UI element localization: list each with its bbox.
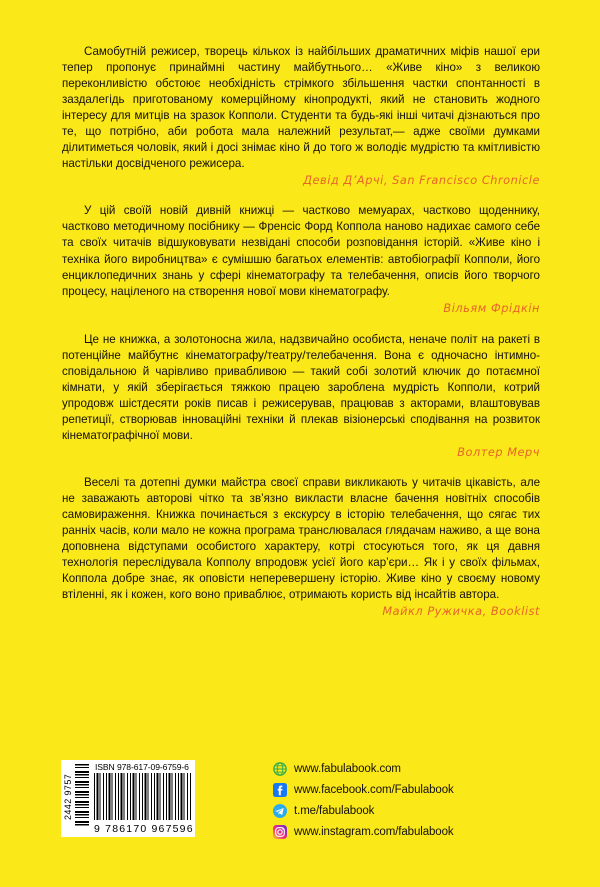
reviews-section — [62, 44, 540, 633]
barcode — [61, 760, 195, 837]
social-link-facebook[interactable] — [273, 780, 573, 799]
barcode-digits: 9 786170 967596 — [94, 823, 194, 835]
barcode-main — [91, 760, 195, 837]
review-text: У цій своїй новій дивній книжці — частково мемуарах, частково щоденнику, частково методичному посібнику — Френсіс Форд Коппола наново надихає самого себе та своїх читачів відшуковувати незвідані способи розповідання історій. «Живе кіно і техніка його виробництва» є сумішшю багатьох елементів: автобіографії Копполи, його енциклопедичних знань у сфері кінематографу та телебачення, описів його творчого процесу, націленого на створення нової мови кінематографу. — [62, 204, 540, 298]
barcode-addon-digits: 2442 9757 — [63, 773, 73, 821]
review-source: Девід Д’Арчі, San Francisco Chronicle — [303, 174, 540, 188]
social-label: www.facebook.com/Fabulabook — [294, 783, 454, 796]
social-label: t.me/fabulabook — [294, 804, 375, 817]
social-links — [273, 759, 573, 843]
barcode-addon-bars — [75, 764, 89, 826]
review-block — [62, 44, 540, 189]
review-text: Веселі та дотепні думки майстра своєї справи викликають у читачів цікавість, але не заважають авторові чітко та зв’язно викласти власне бачення новітніх способів самовираження. Книжка починається з екскурсу в історію телебачення, що сягає тих ранніх часів, коли мало не кожна програма транслювалася глядачам наживо, а ще вона доповнена відступами особистого характеру, котрі стосуються того, як ця давня технологія переслідувала Копполу впродовж усієї його кар’єри… Як і у своїх фільмах, Коппола добре знає, як оповісти неперевершену історію. Живе кіно у своєму новому втіленні, як і кожен, кого воно приваблює, отримають користь від інсайтів автора. — [62, 475, 540, 602]
telegram-icon — [273, 804, 287, 818]
review-block — [62, 203, 540, 316]
social-label: www.fabulabook.com — [294, 762, 401, 775]
social-link-instagram[interactable] — [273, 822, 573, 841]
social-link-website[interactable] — [273, 759, 573, 778]
review-source: Вільям Фрідкін — [443, 301, 540, 315]
globe-icon — [273, 762, 287, 776]
review-text: Самобутній режисер, творець кількох із найбільших драматичних міфів нашої ери тепер пропонує принаймні частину майбутнього… «Живе кіно» з великою переконливістю обстоює необхідність стрімкого збільшення частки спонтанності в заздалегідь приготованому комерційному кінопродукті, який не становить жодного інтересу для митців на зразок Копполи. Студенти та будь-які інші читачі дізнаються про те, що потрібно, аби робота мала належний результат,— адже своїми думками ділитиметься чоловік, який і досі знімає кіно й до того ж володіє мудрістю та кмітливістю настільки досвідченого режисера. — [62, 45, 540, 171]
social-label: www.instagram.com/fabulabook — [294, 825, 454, 838]
facebook-icon — [273, 783, 287, 797]
review-block — [62, 475, 540, 620]
instagram-icon — [273, 825, 287, 839]
review-source: Волтер Мерч — [457, 445, 540, 459]
review-block — [62, 332, 540, 461]
review-source: Майкл Ружичка, Booklist — [382, 605, 540, 619]
barcode-bars — [94, 773, 192, 820]
cover-footer — [0, 752, 600, 887]
social-link-telegram[interactable] — [273, 801, 573, 820]
isbn-label: ISBN 978-617-09-6759-6 — [95, 762, 189, 772]
review-text: Це не книжка, а золотоносна жила, надзвичайно особиста, неначе політ на ракеті в потенційне майбутнє кінематографу/театру/телебачення. Вона є одночасно інтимно-сповідальною й чарівливо привабливою — такий собі золотий ключик до потаємної кімнати, у якій зберігається тяжкою працею зароблена мудрість Копполи, котрий упродовж шістдесяти років писав і режисерував, працював з акторами, влаштовував репетиції, створював інноваційні техніки й плекав візіонерські сподівання на розвиток кінематографічної мови. — [62, 332, 540, 442]
barcode-addon — [61, 760, 91, 837]
